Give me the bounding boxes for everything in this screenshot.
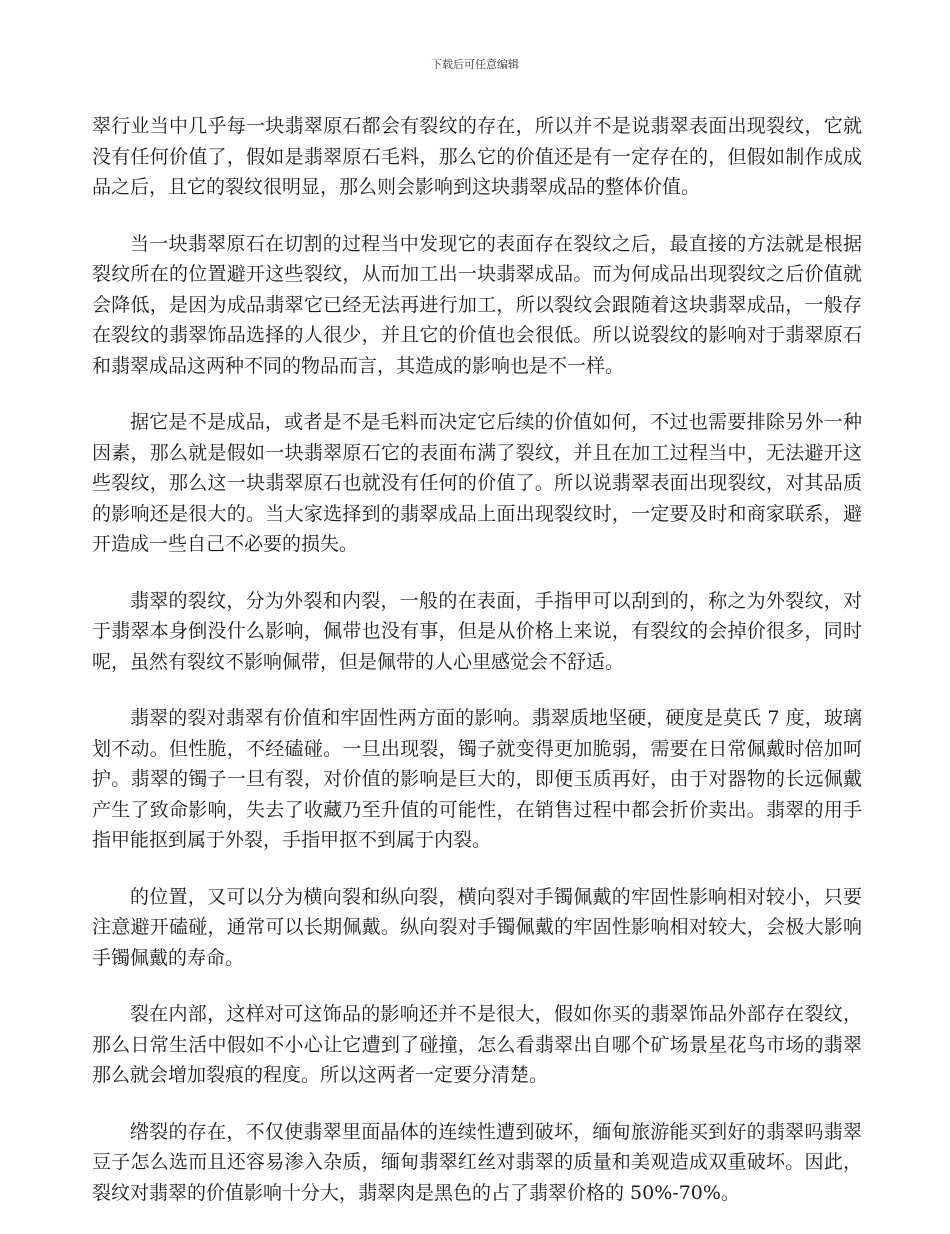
paragraph-1: 翠行业当中几乎每一块翡翠原石都会有裂纹的存在，所以并不是说翡翠表面出现裂纹，它就没有任何价值了，假如是翡翠原石毛料，那么它的价值还是有一定存在的，但假如制作成成品之后，且它的裂纹很明显，那么则会影响到这块翡翠成品的整体价值。 [92,115,862,198]
paragraph-3: 据它是不是成品，或者是不是毛料而决定它后续的价值如何，不过也需要排除另外一种因素，那么就是假如一块翡翠原石它的表面布满了裂纹，并且在加工过程当中，无法避开这些裂纹，那么这一块翡翠原石也就没有任何的价值了。所以说翡翠表面出现裂纹，对其品质的影响还是很大的。当大家选择到的翡翠成品上面出现裂纹时，一定要及时和商家联系，避开造成一些自己不必要的损失。 [92,411,862,555]
paragraph-2: 当一块翡翠原石在切割的过程当中发现它的表面存在裂纹之后，最直接的方法就是根据裂纹所在的位置避开这些裂纹，从而加工出一块翡翠成品。而为何成品出现裂纹之后价值就会降低，是因为成品翡翠它已经无法再进行加工，所以裂纹会跟随着这块翡翠成品，一般存在裂纹的翡翠饰品选择的人很少，并且它的价值也会很低。所以说裂纹的影响对于翡翠原石和翡翠成品这两种不同的物品而言，其造成的影响也是不一样。 [92,232,862,377]
paragraph-4: 翡翠的裂纹，分为外裂和内裂，一般的在表面，手指甲可以刮到的，称之为外裂纹，对于翡翠本身倒没什么影响，佩带也没有事，但是从价格上来说，有裂纹的会掉价很多，同时呢，虽然有裂纹不影响佩带，但是佩带的人心里感觉会不舒适。 [92,589,862,673]
paragraph-8: 绺裂的存在，不仅使翡翠里面晶体的连续性遭到破坏，缅甸旅游能买到好的翡翠吗翡翠豆子怎么选而且还容易渗入杂质，缅甸翡翠红丝对翡翠的质量和美观造成双重破坏。因此，裂纹对翡翠的价值影响十分大，翡翠肉是黑色的占了翡翠价格的 50%-70%。 [92,1120,862,1204]
paragraph-5: 翡翠的裂对翡翠有价值和牢固性两方面的影响。翡翠质地坚硬，硬度是莫氏 7 度，玻璃划不动。但性脆，不经磕碰。一旦出现裂，镯子就变得更加脆弱，需要在日常佩戴时倍加呵护。翡翠的镯子一旦有裂，对价值的影响是巨大的，即便玉质再好，由于对器物的长远佩戴产生了致命影响，失去了收藏乃至升值的可能性，在销售过程中都会折价卖出。翡翠的用手指甲能抠到属于外裂，手指甲抠不到属于内裂。 [92,707,862,851]
page-header: 下载后可任意编辑 [431,58,519,71]
paragraph-7: 裂在内部，这样对可这饰品的影响还并不是很大，假如你买的翡翠饰品外部存在裂纹，那么日常生活中假如不小心让它遭到了碰撞，怎么看翡翠出自哪个矿场景星花鸟市场的翡翠那么就会增加裂痕的程度。所以这两者一定要分清楚。 [92,1003,862,1086]
document-body [92,111,862,1234]
paragraph-6: 的位置，又可以分为横向裂和纵向裂，横向裂对手镯佩戴的牢固性影响相对较小，只要注意避开磕碰，通常可以长期佩戴。纵向裂对手镯佩戴的牢固性影响相对较大，会极大影响手镯佩戴的寿命。 [92,885,862,969]
